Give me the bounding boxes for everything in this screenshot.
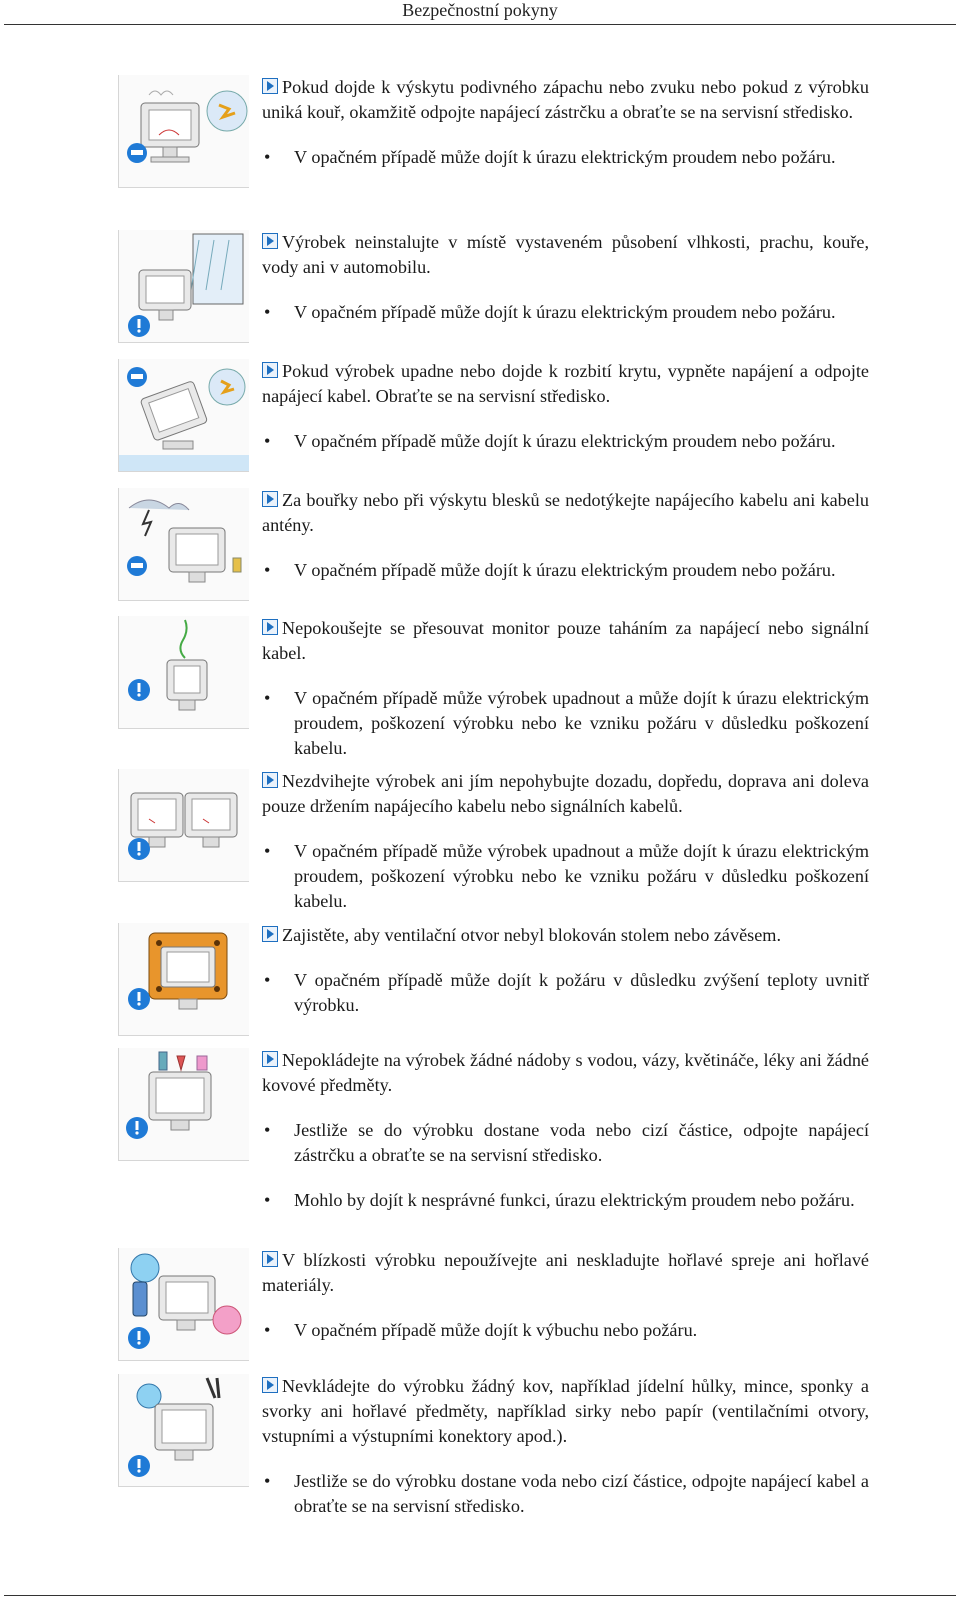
bullet-item: • V opačném případě může dojít k úrazu elektrickým proudem nebo požáru. <box>264 302 836 322</box>
monitor-metal-objects-illustration <box>118 1374 249 1487</box>
instruction-text: Nezdvihejte výrobek ani jím nepohybujte dozadu, dopředu, doprava ani doleva pouze držením napájecího kabelu nebo signálních kabelů. <box>262 771 869 816</box>
bullet-item: • Jestliže se do výrobku dostane voda nebo cizí částice, odpojte napájecí kabel a obraťte se na servisní středisko. <box>264 1471 869 1516</box>
monitor-objects-on-top-illustration <box>118 1048 249 1161</box>
play-arrow-icon <box>262 233 278 249</box>
bullet-item: • V opačném případě může dojít k úrazu elektrickým proudem nebo požáru. <box>264 431 836 451</box>
instruction-text: Nepokoušejte se přesouvat monitor pouze taháním za napájecí nebo signální kabel. <box>262 618 869 663</box>
play-arrow-icon <box>262 1377 278 1393</box>
bullet-item: • V opačném případě může výrobek upadnout a může dojít k úrazu elektrickým proudem, poškození výrobku nebo ke vzniku požáru v důsledku poškození kabelu. <box>264 688 869 758</box>
bullet-item: • V opačném případě může dojít k úrazu elektrickým proudem nebo požáru. <box>264 560 836 580</box>
safety-text <box>262 923 869 1018</box>
safety-text <box>262 359 869 454</box>
instruction-text: Nevkládejte do výrobku žádný kov, například jídelní hůlky, mince, sponky a svorky ani hořlavé předměty, například sirky nebo papír (ventilačními otvory, vstupními a výstupními konektory apod.). <box>262 1376 869 1446</box>
monitor-falling-illustration <box>118 359 249 472</box>
safety-text <box>262 769 869 914</box>
monitor-flammable-spray-illustration <box>118 1248 249 1361</box>
safety-text <box>262 488 869 583</box>
header-divider <box>4 24 956 25</box>
monitor-cable-pull-illustration <box>118 616 249 729</box>
monitor-smoke-illustration <box>118 75 249 188</box>
page-title: Bezpečnostní pokyny <box>402 0 558 20</box>
bullet-item: • Mohlo by dojít k nesprávné funkci, úrazu elektrickým proudem nebo požáru. <box>264 1190 855 1210</box>
instruction-text: V blízkosti výrobku nepoužívejte ani neskladujte hořlavé spreje ani hořlavé materiály. <box>262 1250 869 1295</box>
bullet-item: • V opačném případě může dojít k úrazu elektrickým proudem nebo požáru. <box>264 147 836 167</box>
monitor-carry-by-cable-illustration <box>118 769 249 882</box>
instruction-text: Výrobek neinstalujte v místě vystaveném působení vlhkosti, prachu, kouře, vody ani v automobilu. <box>262 232 869 277</box>
play-arrow-icon <box>262 772 278 788</box>
play-arrow-icon <box>262 619 278 635</box>
monitor-curtain-vent-illustration <box>118 923 249 1036</box>
bullet-item: • Jestliže se do výrobku dostane voda nebo cizí částice, odpojte napájecí zástrčku a obraťte se na servisní středisko. <box>264 1120 869 1165</box>
instruction-text: Za bouřky nebo při výskytu blesků se nedotýkejte napájecího kabelu ani kabelu antény. <box>262 490 869 535</box>
play-arrow-icon <box>262 491 278 507</box>
play-arrow-icon <box>262 1251 278 1267</box>
play-arrow-icon <box>262 362 278 378</box>
play-arrow-icon <box>262 926 278 942</box>
safety-text <box>262 1374 869 1519</box>
play-arrow-icon <box>262 78 278 94</box>
instruction-text: Nepokládejte na výrobek žádné nádoby s vodou, vázy, květináče, léky ani žádné kovové předměty. <box>262 1050 869 1095</box>
safety-text <box>262 1048 869 1213</box>
instruction-text: Pokud výrobek upadne nebo dojde k rozbití krytu, vypněte napájení a odpojte napájecí kabel. Obraťte se na servisní středisko. <box>262 361 869 406</box>
instruction-text: Pokud dojde k výskytu podivného zápachu nebo zvuku nebo pokud z výrobku uniká kouř, okamžitě odpojte napájecí zástrčku a obraťte se na servisní středisko. <box>262 77 869 122</box>
footer-divider <box>4 1595 956 1596</box>
bullet-item: • V opačném případě může výrobek upadnout a může dojít k úrazu elektrickým proudem, poškození výrobku nebo ke vzniku požáru v důsledku poškození kabelu. <box>264 841 869 911</box>
safety-text <box>262 616 869 761</box>
bullet-item: • V opačném případě může dojít k výbuchu nebo požáru. <box>264 1320 698 1340</box>
instruction-text: Zajistěte, aby ventilační otvor nebyl blokován stolem nebo závěsem. <box>262 923 869 948</box>
safety-text <box>262 1248 869 1343</box>
safety-text <box>262 230 869 325</box>
monitor-lightning-illustration <box>118 488 249 601</box>
bullet-item: • V opačném případě může dojít k požáru v důsledku zvýšení teploty uvnitř výrobku. <box>264 970 869 1015</box>
play-arrow-icon <box>262 1051 278 1067</box>
monitor-rain-window-illustration <box>118 230 249 343</box>
safety-text <box>262 75 869 170</box>
